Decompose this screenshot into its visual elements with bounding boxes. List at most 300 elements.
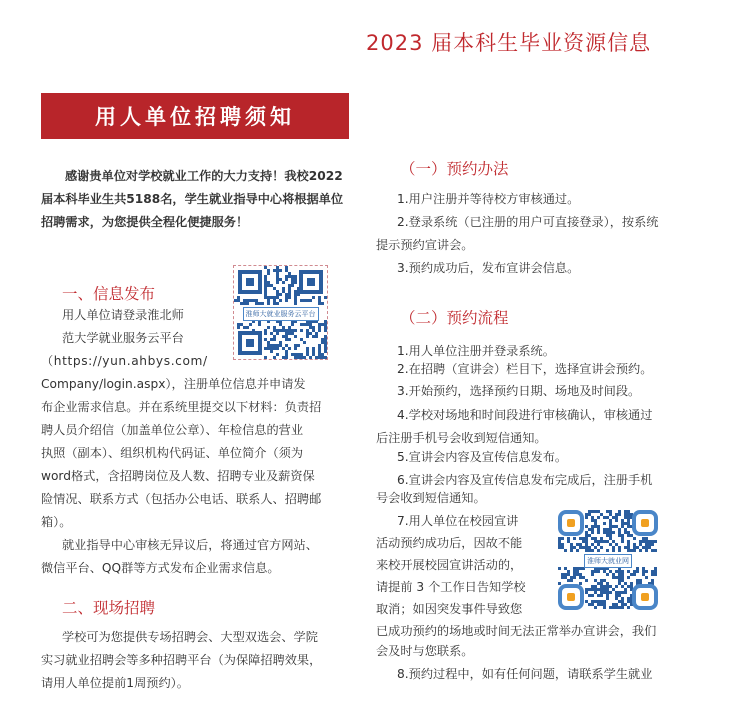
qr-module	[600, 594, 603, 597]
qr-module	[600, 582, 603, 585]
banner-heading: 用人单位招聘须知	[41, 93, 349, 139]
left-section2-title: 二、现场招聘	[62, 599, 156, 617]
qr-module	[591, 585, 594, 588]
qr-module	[267, 341, 270, 344]
qr-module	[279, 323, 282, 326]
qr-module	[621, 540, 624, 543]
qr-module	[615, 570, 618, 573]
qr-module	[558, 582, 561, 585]
qr-module	[591, 570, 594, 573]
qr-module	[579, 537, 582, 540]
qr-module	[609, 543, 612, 546]
qr-module	[585, 534, 588, 537]
qr-module	[600, 579, 603, 582]
qr-module	[624, 546, 627, 549]
qr-module	[606, 516, 609, 519]
qr-module	[627, 513, 630, 516]
qr-module	[294, 344, 297, 347]
qr-module	[582, 576, 585, 579]
qr-module	[609, 537, 612, 540]
qr-module	[603, 531, 606, 534]
qr-module	[573, 570, 576, 573]
qr-module	[609, 531, 612, 534]
qr-module	[285, 329, 288, 332]
qr-module	[273, 335, 276, 338]
qr-module	[276, 272, 279, 275]
qr-module	[591, 600, 594, 603]
qr-module	[633, 573, 636, 576]
qr-module	[288, 272, 291, 275]
qr-module	[624, 603, 627, 606]
qr-module	[315, 335, 318, 338]
qr-module	[309, 332, 312, 335]
qr-module	[624, 516, 627, 519]
text-line: 已成功预约的场地或时间无法正常举办宣讲会，我们	[376, 624, 657, 638]
qr-module	[324, 326, 327, 329]
qr-module	[282, 290, 285, 293]
qr-caption: 淮师大就业网	[584, 554, 632, 568]
qr-module	[276, 266, 279, 269]
qr-module	[633, 570, 636, 573]
qr-module	[276, 353, 279, 356]
qr-module	[279, 293, 282, 296]
qr-module	[621, 597, 624, 600]
text-line: 1.用人单位注册并登录系统。	[397, 344, 555, 358]
qr-module	[579, 576, 582, 579]
text-line: 5.宣讲会内容及宣传信息发布。	[397, 450, 568, 464]
qr-module	[321, 353, 324, 356]
qr-module	[618, 513, 621, 516]
qr-module	[642, 567, 645, 570]
qr-module	[597, 582, 600, 585]
qr-module	[300, 299, 303, 302]
qr-module	[651, 540, 654, 543]
qr-module	[285, 350, 288, 353]
qr-module	[276, 347, 279, 350]
qr-module	[270, 284, 273, 287]
qr-module	[237, 299, 240, 302]
qr-code-employment-site	[558, 510, 658, 610]
qr-module	[588, 594, 591, 597]
qr-module	[615, 594, 618, 597]
qr-module	[618, 594, 621, 597]
qr-module	[627, 519, 630, 522]
qr-module	[639, 543, 642, 546]
qr-module	[324, 347, 327, 350]
qr-module	[612, 549, 615, 552]
qr-module	[588, 534, 591, 537]
qr-module	[600, 537, 603, 540]
qr-module	[609, 513, 612, 516]
qr-module	[633, 549, 636, 552]
qr-module	[621, 603, 624, 606]
qr-module	[654, 570, 657, 573]
qr-module	[318, 299, 321, 302]
qr-module	[618, 528, 621, 531]
qr-module	[651, 573, 654, 576]
qr-module	[612, 588, 615, 591]
qr-module	[621, 573, 624, 576]
qr-module	[561, 576, 564, 579]
qr-module	[621, 579, 624, 582]
qr-module	[600, 513, 603, 516]
qr-module	[627, 510, 630, 513]
text-line: 取消；如因突发事件导致您	[376, 602, 523, 616]
qr-module	[606, 582, 609, 585]
qr-module	[600, 546, 603, 549]
qr-module	[243, 302, 246, 305]
qr-module	[300, 329, 303, 332]
qr-module	[315, 356, 318, 359]
qr-module	[249, 299, 252, 302]
qr-module	[264, 332, 267, 335]
qr-module	[288, 284, 291, 287]
qr-module	[324, 338, 327, 341]
qr-module	[606, 585, 609, 588]
qr-module	[294, 299, 297, 302]
qr-module	[309, 299, 312, 302]
qr-module	[612, 525, 615, 528]
qr-module	[630, 549, 633, 552]
text-line: 范大学就业服务云平台	[62, 331, 184, 345]
qr-module	[594, 522, 597, 525]
qr-module	[585, 600, 588, 603]
qr-module	[591, 573, 594, 576]
qr-module	[273, 356, 276, 359]
qr-module	[288, 332, 291, 335]
qr-module	[597, 510, 600, 513]
qr-module	[615, 525, 618, 528]
qr-module	[594, 585, 597, 588]
qr-module	[591, 516, 594, 519]
qr-module	[642, 537, 645, 540]
text-line: 学校可为您提供专场招聘会、大型双选会、学院	[62, 630, 318, 644]
qr-module	[570, 549, 573, 552]
qr-module	[276, 344, 279, 347]
qr-module	[273, 269, 276, 272]
qr-module	[591, 543, 594, 546]
qr-module	[618, 549, 621, 552]
qr-module	[627, 576, 630, 579]
text-line: 执照（副本）、组织机构代码证、单位简介（须为	[41, 446, 304, 460]
qr-module	[627, 543, 630, 546]
qr-module	[615, 543, 618, 546]
qr-module	[585, 537, 588, 540]
qr-module	[612, 516, 615, 519]
qr-module	[291, 353, 294, 356]
qr-module	[270, 347, 273, 350]
qr-module	[570, 546, 573, 549]
qr-module	[591, 588, 594, 591]
qr-module	[291, 332, 294, 335]
qr-module	[294, 347, 297, 350]
qr-module	[576, 543, 579, 546]
qr-module	[282, 347, 285, 350]
qr-module	[585, 531, 588, 534]
qr-module	[312, 335, 315, 338]
qr-module	[567, 570, 570, 573]
qr-module	[306, 353, 309, 356]
qr-module	[621, 519, 624, 522]
qr-module	[573, 567, 576, 570]
qr-module	[603, 585, 606, 588]
qr-module	[285, 353, 288, 356]
qr-module	[615, 519, 618, 522]
qr-module	[294, 293, 297, 296]
qr-module	[645, 570, 648, 573]
qr-module	[264, 287, 267, 290]
qr-module	[612, 576, 615, 579]
qr-module	[627, 546, 630, 549]
qr-module	[612, 603, 615, 606]
qr-module	[630, 582, 633, 585]
qr-module	[243, 299, 246, 302]
qr-module	[591, 549, 594, 552]
qr-module	[273, 338, 276, 341]
text-line: 聘人员介绍信（加盖单位公章）、年检信息的营业	[41, 423, 304, 437]
qr-module	[558, 537, 561, 540]
qr-module	[564, 549, 567, 552]
qr-module	[294, 356, 297, 359]
qr-module	[585, 546, 588, 549]
qr-module	[624, 513, 627, 516]
qr-module	[621, 525, 624, 528]
qr-module	[276, 302, 279, 305]
qr-module	[615, 516, 618, 519]
qr-module	[273, 347, 276, 350]
qr-module	[297, 344, 300, 347]
qr-module	[288, 347, 291, 350]
qr-module	[645, 540, 648, 543]
qr-module	[558, 546, 561, 549]
qr-module	[612, 531, 615, 534]
qr-module	[273, 344, 276, 347]
qr-module	[264, 293, 267, 296]
qr-module	[309, 323, 312, 326]
qr-module	[594, 537, 597, 540]
qr-module	[645, 537, 648, 540]
qr-module	[579, 567, 582, 570]
qr-module	[585, 540, 588, 543]
qr-module	[576, 570, 579, 573]
qr-module	[303, 323, 306, 326]
qr-module	[567, 573, 570, 576]
qr-module	[615, 603, 618, 606]
qr-module	[597, 525, 600, 528]
qr-module	[561, 537, 564, 540]
qr-module	[282, 326, 285, 329]
qr-module	[585, 525, 588, 528]
qr-module	[285, 293, 288, 296]
text-line: 请提前 3 个工作日告知学校	[376, 580, 526, 594]
qr-module	[594, 546, 597, 549]
text-line: 4.学校对场地和时间段进行审核确认，审核通过	[397, 408, 653, 422]
qr-module	[615, 597, 618, 600]
qr-module	[279, 344, 282, 347]
qr-module	[621, 606, 624, 609]
qr-module	[312, 353, 315, 356]
qr-module	[627, 597, 630, 600]
qr-module	[321, 338, 324, 341]
qr-module	[276, 332, 279, 335]
qr-module	[627, 606, 630, 609]
qr-module	[279, 299, 282, 302]
qr-module	[585, 549, 588, 552]
qr-module	[567, 540, 570, 543]
qr-module	[318, 323, 321, 326]
qr-module	[654, 540, 657, 543]
qr-module	[621, 600, 624, 603]
qr-module	[561, 543, 564, 546]
qr-module	[609, 585, 612, 588]
qr-module	[606, 588, 609, 591]
qr-module	[282, 356, 285, 359]
qr-module	[603, 528, 606, 531]
text-line: 箱）。	[41, 515, 72, 529]
qr-module	[312, 329, 315, 332]
qr-module	[276, 329, 279, 332]
qr-module	[264, 347, 267, 350]
qr-module	[264, 296, 267, 299]
qr-module	[597, 516, 600, 519]
qr-module	[585, 543, 588, 546]
qr-module	[582, 537, 585, 540]
qr-module	[273, 299, 276, 302]
text-line: 会及时与您联系。	[376, 644, 474, 658]
qr-module	[609, 525, 612, 528]
qr-caption: 淮师大就业服务云平台	[243, 307, 319, 321]
qr-module	[324, 335, 327, 338]
qr-module	[237, 326, 240, 329]
qr-module	[606, 549, 609, 552]
qr-module	[234, 299, 237, 302]
qr-module	[564, 567, 567, 570]
qr-module	[558, 567, 561, 570]
qr-module	[282, 335, 285, 338]
qr-module	[264, 275, 267, 278]
qr-module	[255, 302, 258, 305]
qr-module	[582, 540, 585, 543]
qr-module	[576, 573, 579, 576]
qr-module	[597, 531, 600, 534]
qr-module	[300, 353, 303, 356]
qr-module	[606, 540, 609, 543]
qr-module	[585, 588, 588, 591]
qr-module	[636, 546, 639, 549]
qr-module	[606, 591, 609, 594]
qr-module	[306, 347, 309, 350]
qr-module	[618, 534, 621, 537]
qr-module	[270, 332, 273, 335]
qr-module	[315, 332, 318, 335]
qr-module	[570, 579, 573, 582]
qr-module	[615, 606, 618, 609]
qr-module	[309, 326, 312, 329]
qr-module	[288, 293, 291, 296]
qr-module	[621, 537, 624, 540]
right-section1-title: （一）预约办法	[400, 160, 509, 178]
qr-module	[246, 302, 249, 305]
qr-module	[291, 275, 294, 278]
qr-module	[297, 356, 300, 359]
qr-module	[615, 591, 618, 594]
qr-module	[303, 341, 306, 344]
qr-module	[264, 356, 267, 359]
qr-module	[288, 338, 291, 341]
qr-module	[294, 278, 297, 281]
qr-module	[627, 540, 630, 543]
qr-module	[600, 585, 603, 588]
qr-module	[579, 543, 582, 546]
qr-module	[285, 356, 288, 359]
qr-module	[633, 543, 636, 546]
qr-module	[600, 588, 603, 591]
qr-module	[267, 281, 270, 284]
qr-module	[582, 546, 585, 549]
qr-module	[585, 591, 588, 594]
qr-module	[624, 531, 627, 534]
qr-module	[633, 546, 636, 549]
qr-module	[318, 350, 321, 353]
qr-module	[624, 588, 627, 591]
qr-module	[603, 588, 606, 591]
qr-module	[324, 323, 327, 326]
qr-module	[591, 531, 594, 534]
qr-module	[321, 341, 324, 344]
qr-module	[591, 519, 594, 522]
qr-module	[285, 278, 288, 281]
qr-module	[324, 344, 327, 347]
qr-module	[618, 570, 621, 573]
qr-module	[651, 570, 654, 573]
qr-module	[597, 594, 600, 597]
qr-module	[279, 329, 282, 332]
qr-module	[285, 266, 288, 269]
qr-module	[624, 522, 627, 525]
qr-module	[264, 290, 267, 293]
qr-module	[627, 516, 630, 519]
qr-module	[285, 296, 288, 299]
qr-module	[300, 338, 303, 341]
qr-module	[306, 350, 309, 353]
qr-module	[654, 567, 657, 570]
qr-module	[291, 284, 294, 287]
qr-module	[567, 537, 570, 540]
qr-module	[621, 522, 624, 525]
text-line: 后注册手机号会收到短信通知。	[376, 431, 547, 445]
qr-module	[603, 516, 606, 519]
right-section2-title: （二）预约流程	[400, 309, 509, 327]
qr-module	[285, 344, 288, 347]
qr-module	[651, 543, 654, 546]
qr-module	[273, 302, 276, 305]
intro-paragraph: 感谢贵单位对学校就业工作的大力支持！我校2022届本科毕业生共5188名，学生就业指导中心将根据单位招聘需求，为您提供全程化便捷服务！	[41, 169, 344, 229]
qr-module	[621, 591, 624, 594]
qr-module	[609, 519, 612, 522]
qr-module	[324, 356, 327, 359]
qr-module	[588, 549, 591, 552]
qr-module	[612, 540, 615, 543]
qr-module	[588, 513, 591, 516]
qr-module	[306, 299, 309, 302]
qr-module	[246, 326, 249, 329]
qr-module	[264, 284, 267, 287]
qr-module	[321, 356, 324, 359]
qr-module	[630, 585, 633, 588]
qr-module	[609, 606, 612, 609]
qr-module	[591, 603, 594, 606]
text-line: 6.宣讲会内容及宣传信息发布完成后，注册手机	[397, 473, 653, 487]
